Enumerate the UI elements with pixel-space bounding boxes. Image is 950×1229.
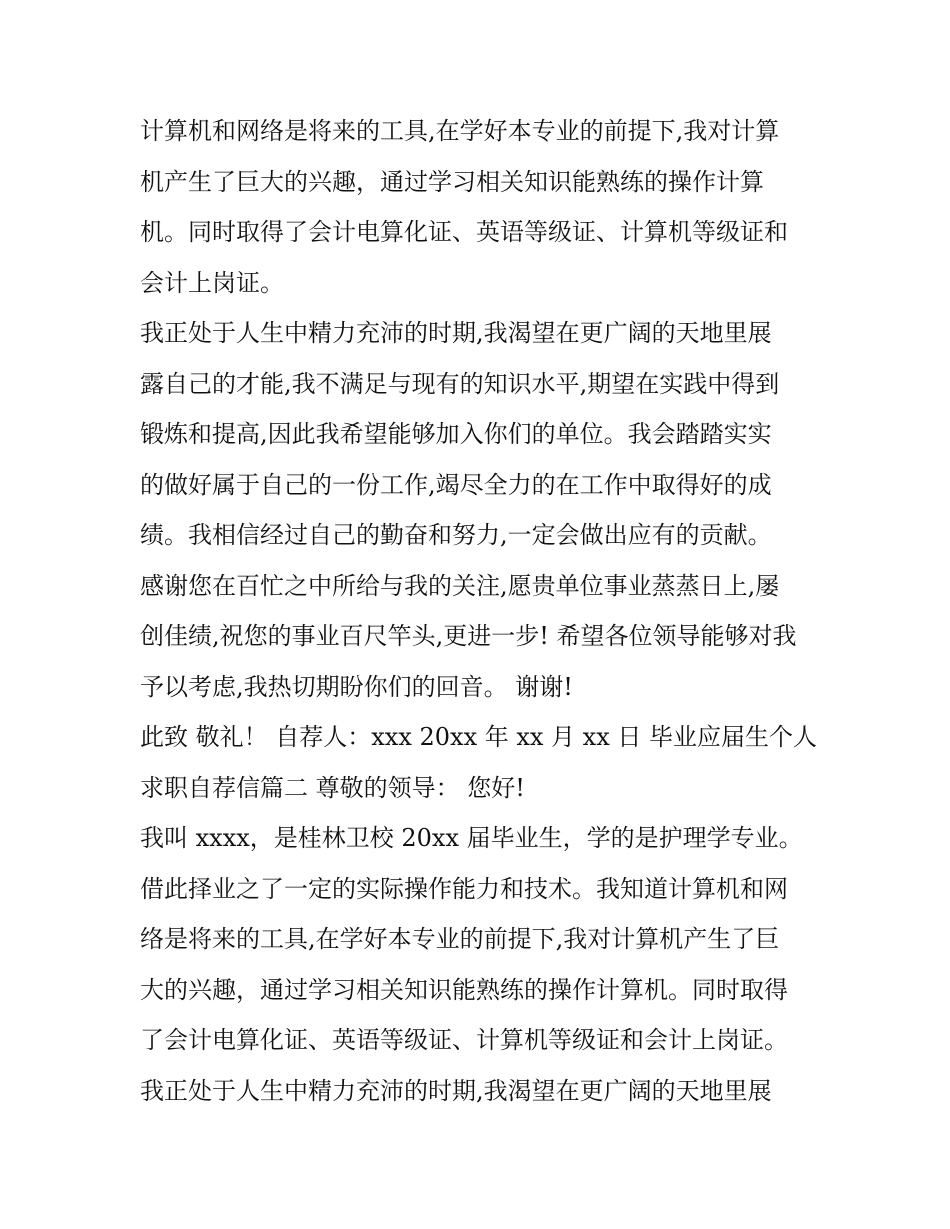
text-line: 我正处于人生中精力充沛的时期,我渴望在更广阔的天地里展 (140, 319, 772, 347)
text-line: 会计上岗证。 (140, 268, 284, 297)
document-body (140, 106, 820, 1116)
text-line: 计算机和网络是将来的工具,在学好本专业的前提下,我对计算 (140, 117, 780, 145)
text-line: 予以考虑,我热切期盼你们的回音。 谢谢! (140, 672, 573, 701)
text-line: 借此择业之了一定的实际操作能力和技术。我知道计算机和网 (140, 874, 788, 903)
text-line: 我叫 xxxx，是桂林卫校 20xx 届毕业生，学的是护理学专业。 (140, 824, 803, 852)
text-line: 大的兴趣，通过学习相关知识能熟练的操作计算机。同时取得 (140, 975, 788, 1004)
text-line: 了会计电算化证、英语等级证、计算机等级证和会计上岗证。 (140, 1026, 788, 1054)
text-line: 的做好属于自己的一份工作,竭尽全力的在工作中取得好的成 (140, 470, 772, 499)
text-line: 感谢您在百忙之中所给与我的关注,愿贵单位事业蒸蒸日上,屡 (140, 571, 780, 600)
text-line: 创佳绩,祝您的事业百尺竿头,更进一步! 希望各位领导能够对我 (140, 622, 797, 650)
text-line: 锻炼和提高,因此我希望能够加入你们的单位。我会踏踏实实 (140, 420, 772, 448)
text-line: 我正处于人生中精力充沛的时期,我渴望在更广阔的天地里展 (140, 1076, 772, 1105)
text-line: 此致 敬礼！ 自荐人：xxx 20xx 年 xx 月 xx 日 毕业应届生个人 (140, 723, 818, 751)
text-line: 机。同时取得了会计电算化证、英语等级证、计算机等级证和 (140, 218, 788, 246)
text-line: 机产生了巨大的兴趣，通过学习相关知识能熟练的操作计算 (140, 167, 764, 196)
text-line: 露自己的才能,我不满足与现有的知识水平,期望在实践中得到 (140, 369, 780, 398)
text-line: 络是将来的工具,在学好本专业的前提下,我对计算机产生了巨 (140, 925, 780, 953)
text-line: 求职自荐信篇二 尊敬的领导： 您好! (140, 773, 525, 802)
text-line: 绩。我相信经过自己的勤奋和努力,一定会做出应有的贡献。 (140, 521, 772, 549)
